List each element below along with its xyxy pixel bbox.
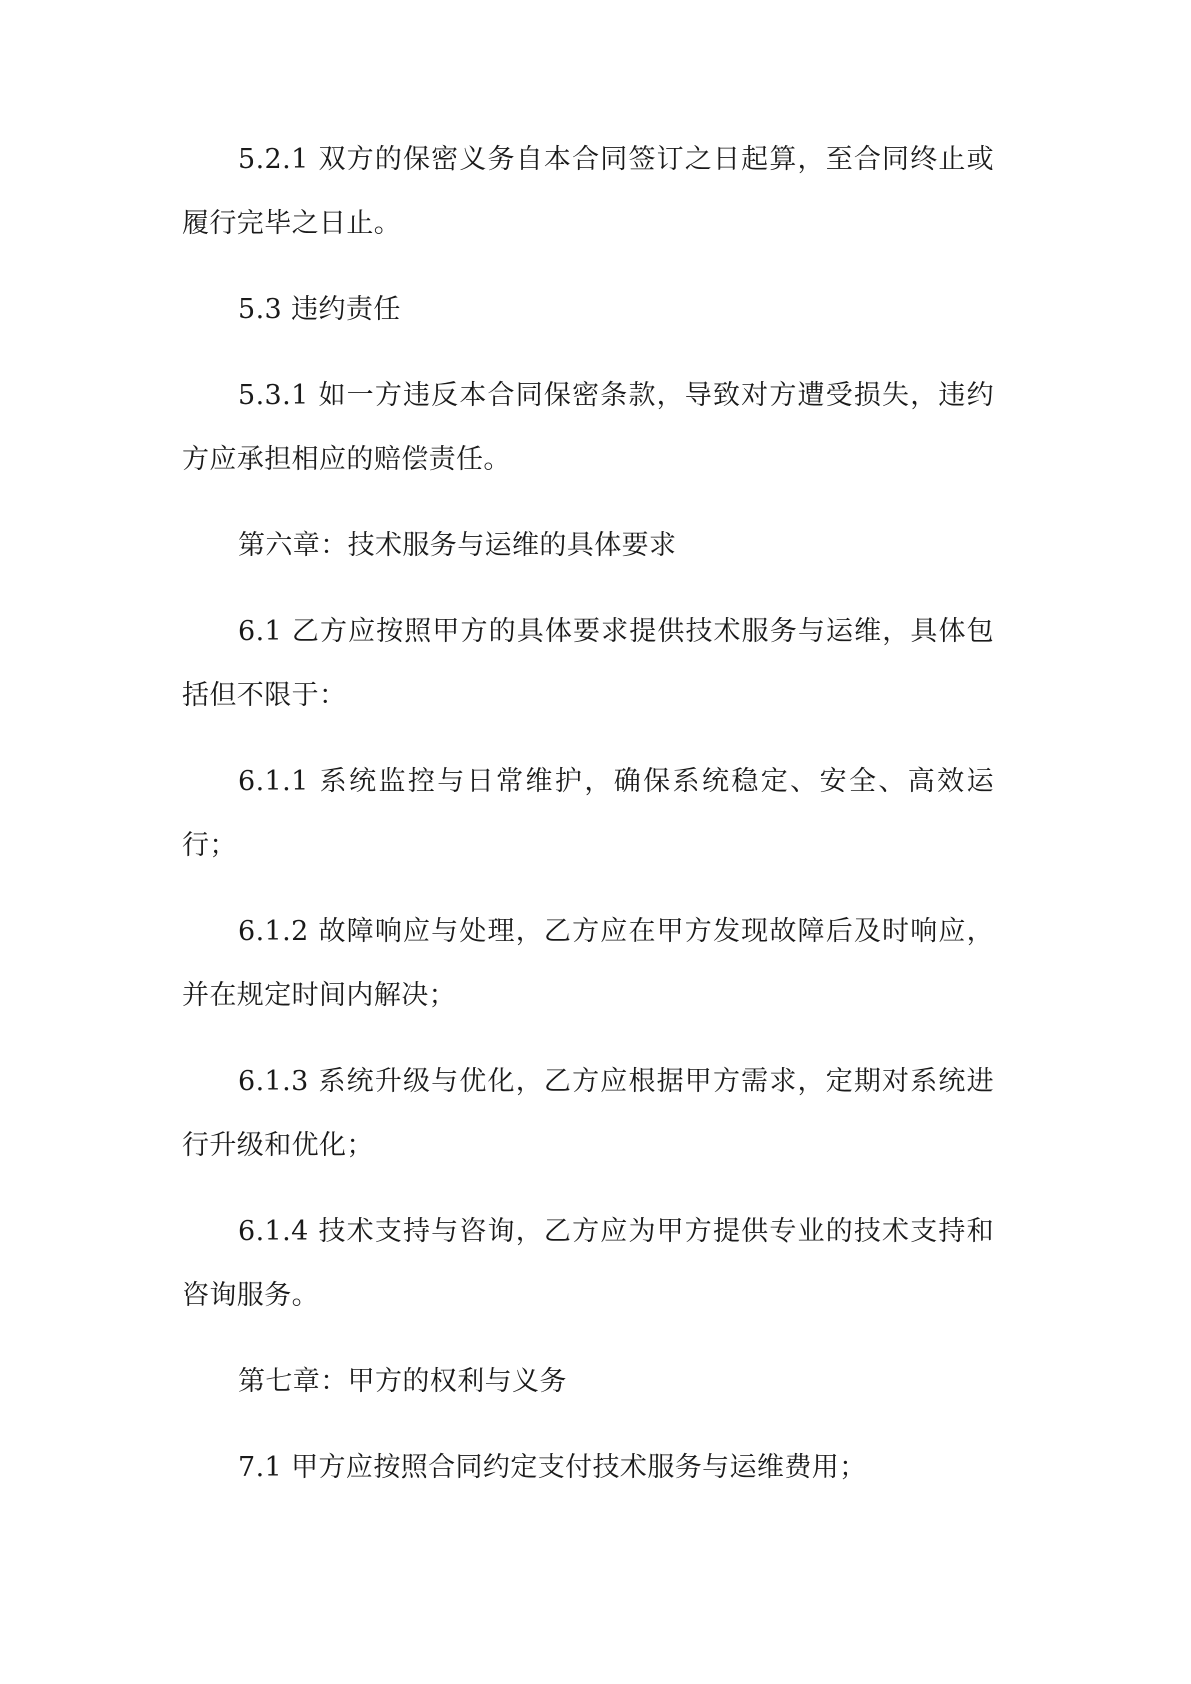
clause-6-1-3: 6.1.3 系统升级与优化，乙方应根据甲方需求，定期对系统进行升级和优化；	[182, 1066, 994, 1161]
clause-6-1: 6.1 乙方应按照甲方的具体要求提供技术服务与运维，具体包括但不限于：	[182, 616, 994, 711]
clause-6-1-2: 6.1.2 故障响应与处理，乙方应在甲方发现故障后及时响应，并在规定时间内解决；	[182, 916, 994, 1011]
clause-5-3-1: 5.3.1 如一方违反本合同保密条款，导致对方遭受损失，违约方应承担相应的赔偿责任。	[182, 380, 994, 475]
section-5-3-heading: 5.3 违约责任	[238, 294, 401, 325]
document-body	[182, 128, 994, 1522]
clause-6-1-1: 6.1.1 系统监控与日常维护，确保系统稳定、安全、高效运行；	[182, 766, 994, 861]
chapter-7-heading: 第七章：甲方的权利与义务	[238, 1366, 567, 1397]
clause-5-2-1: 5.2.1 双方的保密义务自本合同签订之日起算，至合同终止或履行完毕之日止。	[182, 144, 994, 239]
clause-6-1-4: 6.1.4 技术支持与咨询，乙方应为甲方提供专业的技术支持和咨询服务。	[182, 1216, 994, 1311]
chapter-6-heading: 第六章：技术服务与运维的具体要求	[238, 530, 677, 561]
clause-7-1: 7.1 甲方应按照合同约定支付技术服务与运维费用；	[238, 1452, 867, 1483]
